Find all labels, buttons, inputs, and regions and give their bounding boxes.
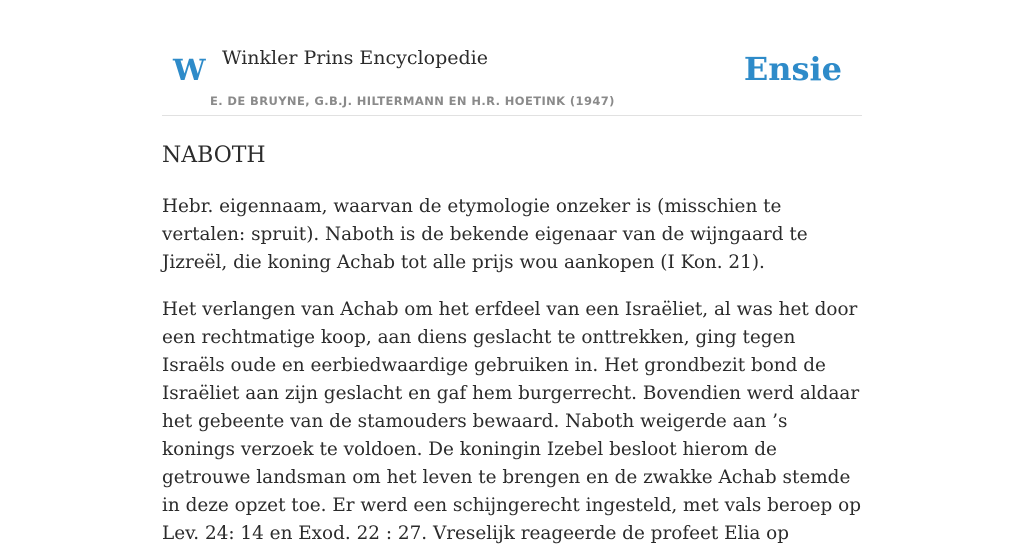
article-paragraph: Hebr. eigennaam, waarvan de etymologie onzeker is (misschien te vertalen: spruit). Naboth is de bekende eigenaar van de wijngaard te Jizreël, die koning Achab tot alle prijs wou aankopen (I Kon. 21). <box>162 196 808 273</box>
page <box>162 0 862 548</box>
winkler-prins-logo[interactable]: W <box>173 53 206 87</box>
article-title: NABOTH <box>162 143 266 168</box>
source-authors: E. DE BRUYNE, G.B.J. HILTERMANN EN H.R. HOETINK (1947) <box>210 94 615 108</box>
article-paragraph: Het verlangen van Achab om het erfdeel van een Israëliet, al was het door een rechtmatige koop, aan diens geslacht te onttrekken, ging tegen Israëls oude en eerbiedwaardige gebruiken in. Het grondbezit bond de Israëliet aan zijn geslacht en gaf hem burgerrecht. Bovendien werd aldaar het gebeente van de stamouders bewaard. Naboth weigerde aan ’s konings verzoek te voldoen. De koningin Izebel besloot hierom de getrouwe landsman om het leven te brengen en de zwakke Achab stemde in deze opzet toe. Er werd een schijngerecht ingesteld, met vals beroep op Lev. 24: 14 en Exod. 22 : 27. Vreselijk reageerde de profeet Elia op <box>162 299 861 544</box>
ensie-logo[interactable]: Ensie <box>743 50 842 88</box>
site-header <box>162 0 862 116</box>
source-title[interactable]: Winkler Prins Encyclopedie <box>222 47 488 69</box>
